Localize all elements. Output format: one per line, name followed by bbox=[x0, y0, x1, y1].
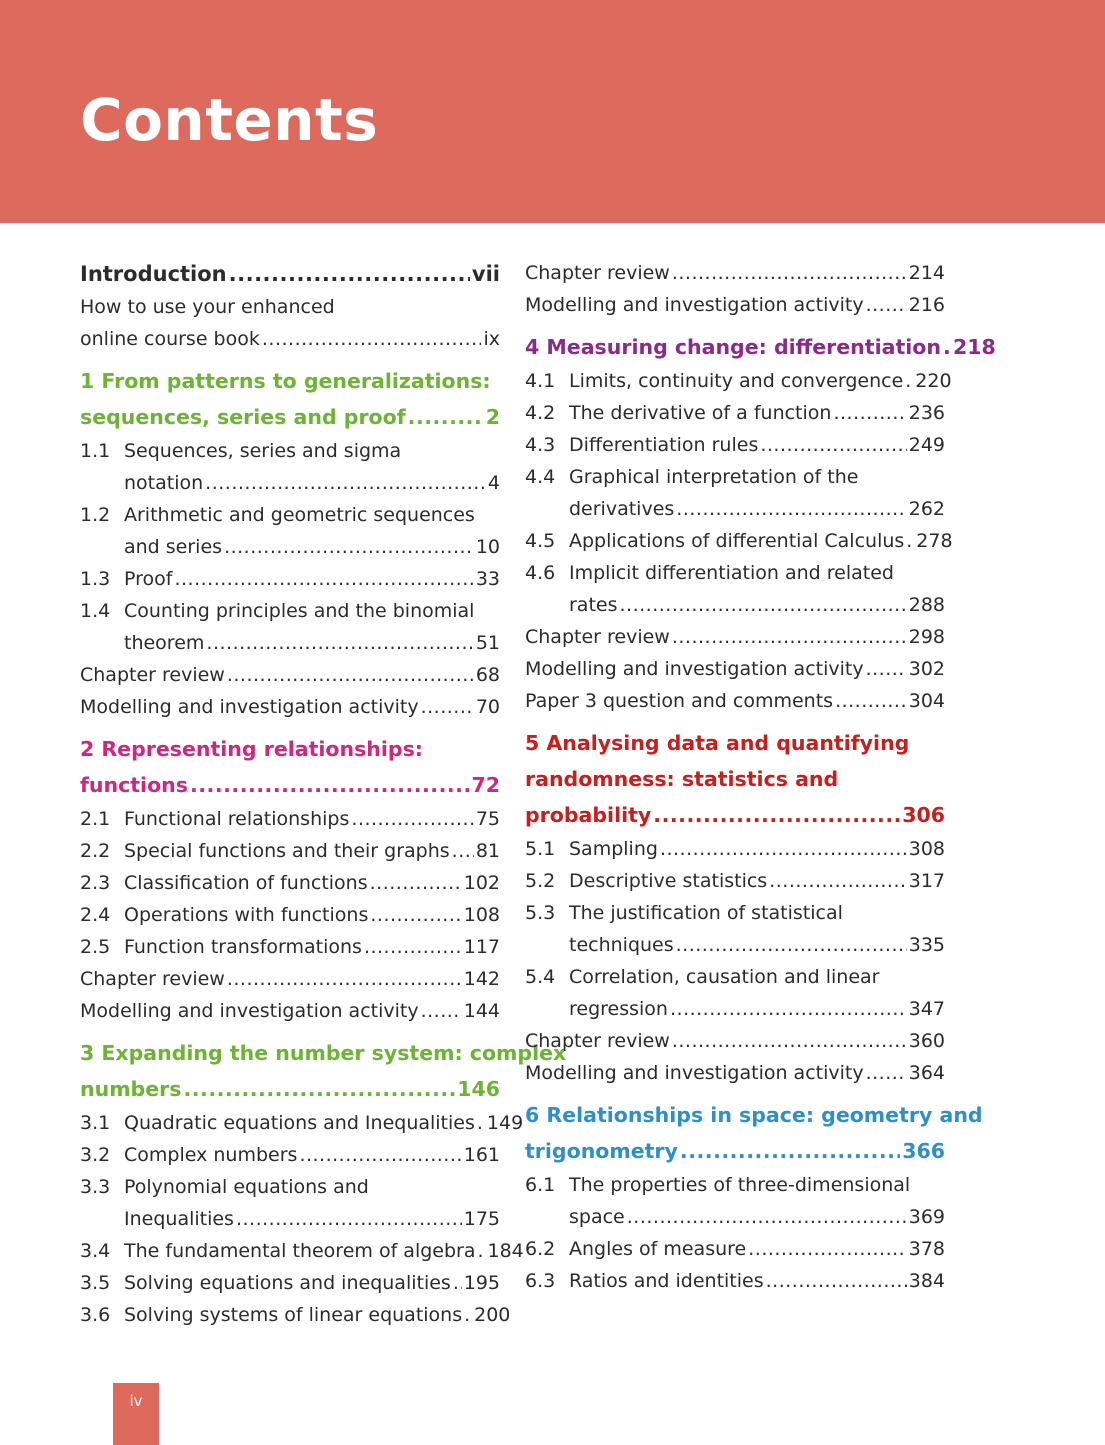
toc-section[interactable] bbox=[80, 931, 500, 963]
section-number: 4.6 bbox=[525, 562, 556, 584]
section-number: 3.6 bbox=[80, 1304, 111, 1326]
toc-section-cont[interactable] bbox=[525, 993, 945, 1025]
toc-section[interactable] bbox=[80, 499, 500, 531]
toc-label: Chapter review bbox=[80, 968, 225, 990]
section-number: 3.4 bbox=[80, 1240, 111, 1262]
chapter-page: 146 bbox=[457, 1077, 500, 1101]
section-title: Sequences, series and sigma bbox=[124, 440, 402, 462]
toc-howto-line2[interactable] bbox=[80, 323, 500, 355]
toc-label: Chapter review bbox=[80, 664, 225, 686]
chapter-5-heading-line3[interactable] bbox=[525, 797, 945, 833]
section-number: 2.4 bbox=[80, 904, 111, 926]
section-number: 6.2 bbox=[525, 1238, 556, 1260]
toc-label: Modelling and investigation activity bbox=[525, 294, 864, 316]
toc-section-cont[interactable] bbox=[80, 1203, 500, 1235]
section-title: derivatives bbox=[569, 498, 675, 520]
section-page: 317 bbox=[908, 870, 945, 892]
section-title: Functional relationships bbox=[124, 808, 350, 830]
toc-section[interactable] bbox=[80, 803, 500, 835]
toc-chapter-review[interactable] bbox=[525, 257, 945, 289]
section-title: theorem bbox=[124, 632, 205, 654]
section-page: 288 bbox=[908, 594, 945, 616]
toc-section[interactable] bbox=[525, 397, 945, 429]
chapter-1-heading-line2[interactable] bbox=[80, 399, 500, 435]
toc-section-cont[interactable] bbox=[525, 1201, 945, 1233]
section-page: 184 bbox=[487, 1240, 524, 1262]
toc-page: 364 bbox=[908, 1062, 945, 1084]
toc-section[interactable] bbox=[80, 1235, 524, 1267]
section-title: The fundamental theorem of algebra bbox=[124, 1240, 476, 1262]
section-title: and series bbox=[124, 536, 223, 558]
section-title: Proof bbox=[124, 568, 173, 590]
chapter-3-heading[interactable] bbox=[80, 1035, 567, 1071]
toc-section-cont[interactable] bbox=[525, 929, 945, 961]
toc-section[interactable] bbox=[80, 435, 500, 467]
section-page: 384 bbox=[908, 1270, 945, 1292]
toc-label: Modelling and investigation activity bbox=[80, 696, 419, 718]
toc-label: Modelling and investigation activity bbox=[80, 1000, 419, 1022]
toc-section[interactable] bbox=[525, 865, 945, 897]
toc-chapter-review[interactable] bbox=[80, 963, 500, 995]
chapter-title: randomness: statistics and bbox=[525, 767, 839, 791]
toc-paper3[interactable] bbox=[525, 685, 945, 717]
section-number: 3.1 bbox=[80, 1112, 111, 1134]
chapter-page: 218 bbox=[952, 335, 996, 359]
section-number: 6.3 bbox=[525, 1270, 556, 1292]
section-page: 308 bbox=[908, 838, 945, 860]
section-title: The derivative of a function bbox=[569, 402, 832, 424]
section-number: 2.2 bbox=[80, 840, 111, 862]
toc-activity[interactable] bbox=[525, 289, 945, 321]
toc-section-cont[interactable] bbox=[525, 493, 945, 525]
section-number: 4.5 bbox=[525, 530, 556, 552]
chapter-title: numbers bbox=[80, 1077, 182, 1101]
section-title: Counting principles and the binomial bbox=[124, 600, 475, 622]
section-number: 4.1 bbox=[525, 370, 556, 392]
toc-page: ix bbox=[483, 328, 500, 350]
section-page: 278 bbox=[916, 530, 953, 552]
toc-section[interactable] bbox=[80, 1171, 500, 1203]
toc-section-cont[interactable] bbox=[80, 531, 500, 563]
chapter-5-heading[interactable] bbox=[525, 725, 945, 761]
toc-page: 304 bbox=[908, 690, 945, 712]
section-page: 51 bbox=[475, 632, 500, 654]
toc-chapter-review[interactable] bbox=[80, 659, 500, 691]
toc-section[interactable] bbox=[525, 461, 945, 493]
chapter-page: 306 bbox=[902, 803, 945, 827]
section-title: Operations with functions bbox=[124, 904, 369, 926]
toc-page: 360 bbox=[908, 1030, 945, 1052]
section-number: 1.3 bbox=[80, 568, 111, 590]
chapter-page: 72 bbox=[471, 773, 500, 797]
toc-page: 144 bbox=[463, 1000, 500, 1022]
toc-section[interactable] bbox=[80, 867, 500, 899]
toc-page: 214 bbox=[908, 262, 945, 284]
section-page: 200 bbox=[474, 1304, 511, 1326]
section-page: 81 bbox=[475, 840, 500, 862]
page-title: Contents bbox=[80, 86, 379, 154]
section-number: 4.3 bbox=[525, 434, 556, 456]
section-number: 4.4 bbox=[525, 466, 556, 488]
section-title: Ratios and identities bbox=[569, 1270, 764, 1292]
toc-section[interactable] bbox=[525, 429, 945, 461]
toc-activity[interactable] bbox=[525, 1057, 945, 1089]
toc-section[interactable] bbox=[525, 365, 952, 397]
toc-section[interactable] bbox=[80, 835, 500, 867]
chapter-title: functions bbox=[80, 773, 188, 797]
section-title: regression bbox=[569, 998, 668, 1020]
toc-page: 302 bbox=[908, 658, 945, 680]
section-number: 3.3 bbox=[80, 1176, 111, 1198]
toc-section[interactable] bbox=[525, 961, 945, 993]
toc-label: Paper 3 question and comments bbox=[525, 690, 834, 712]
toc-section[interactable] bbox=[80, 1299, 511, 1331]
section-number: 3.5 bbox=[80, 1272, 111, 1294]
toc-howto-line1[interactable] bbox=[80, 291, 500, 323]
section-page: 262 bbox=[908, 498, 945, 520]
toc-section-cont[interactable] bbox=[525, 589, 945, 621]
section-title: notation bbox=[124, 472, 204, 494]
section-page: 108 bbox=[463, 904, 500, 926]
chapter-title: 3 Expanding the number system: complex bbox=[80, 1041, 567, 1065]
section-title: Complex numbers bbox=[124, 1144, 298, 1166]
toc-label: online course book bbox=[80, 328, 260, 350]
section-title: Limits, continuity and convergence bbox=[569, 370, 904, 392]
toc-label: Chapter review bbox=[525, 1030, 670, 1052]
section-page: 4 bbox=[487, 472, 500, 494]
toc-section[interactable] bbox=[525, 897, 945, 929]
toc-section[interactable] bbox=[80, 595, 500, 627]
toc-page: 70 bbox=[475, 696, 500, 718]
section-page: 378 bbox=[908, 1238, 945, 1260]
section-number: 5.1 bbox=[525, 838, 556, 860]
toc-section[interactable] bbox=[80, 563, 500, 595]
section-title: techniques bbox=[569, 934, 674, 956]
section-page: 33 bbox=[475, 568, 500, 590]
section-page: 347 bbox=[908, 998, 945, 1020]
section-number: 6.1 bbox=[525, 1174, 556, 1196]
section-title: Applications of differential Calculus bbox=[569, 530, 905, 552]
toc-label: Chapter review bbox=[525, 626, 670, 648]
page-number: iv bbox=[113, 1383, 159, 1445]
section-number: 1.1 bbox=[80, 440, 111, 462]
chapter-4-heading[interactable] bbox=[525, 329, 996, 365]
section-title: Solving equations and inequalities bbox=[124, 1272, 451, 1294]
section-title: Quadratic equations and Inequalities bbox=[124, 1112, 475, 1134]
contents-right-column bbox=[525, 257, 996, 1297]
section-title: Special functions and their graphs bbox=[124, 840, 450, 862]
section-number: 4.2 bbox=[525, 402, 556, 424]
section-number: 2.5 bbox=[80, 936, 111, 958]
section-number: 2.3 bbox=[80, 872, 111, 894]
section-page: 195 bbox=[463, 1272, 500, 1294]
toc-section[interactable] bbox=[525, 1169, 945, 1201]
section-page: 175 bbox=[463, 1208, 500, 1230]
toc-chapter-review[interactable] bbox=[525, 1025, 945, 1057]
section-number: 1.4 bbox=[80, 600, 111, 622]
section-title: The properties of three-dimensional bbox=[569, 1174, 911, 1196]
section-number: 5.2 bbox=[525, 870, 556, 892]
chapter-title: trigonometry bbox=[525, 1139, 678, 1163]
chapter-1-heading[interactable] bbox=[80, 363, 500, 399]
toc-section[interactable] bbox=[525, 1265, 945, 1297]
toc-section[interactable] bbox=[80, 1267, 500, 1299]
section-page: 149 bbox=[486, 1112, 524, 1134]
section-number: 2.1 bbox=[80, 808, 111, 830]
section-title: Correlation, causation and linear bbox=[569, 966, 880, 988]
toc-section[interactable] bbox=[80, 1107, 524, 1139]
section-page: 249 bbox=[908, 434, 945, 456]
section-title: Sampling bbox=[569, 838, 658, 860]
chapter-title: 5 Analysing data and quantifying bbox=[525, 731, 910, 755]
section-title: Function transformations bbox=[124, 936, 362, 958]
section-title: Descriptive statistics bbox=[569, 870, 768, 892]
section-page: 161 bbox=[463, 1144, 500, 1166]
toc-chapter-review[interactable] bbox=[525, 621, 945, 653]
toc-section[interactable] bbox=[525, 525, 953, 557]
section-page: 102 bbox=[463, 872, 500, 894]
toc-section-cont[interactable] bbox=[80, 627, 500, 659]
section-title: The justification of statistical bbox=[569, 902, 843, 924]
toc-label: Modelling and investigation activity bbox=[525, 658, 864, 680]
section-page: 369 bbox=[908, 1206, 945, 1228]
toc-page: 142 bbox=[463, 968, 500, 990]
chapter-page: 2 bbox=[485, 405, 500, 429]
section-title: rates bbox=[569, 594, 618, 616]
chapter-title: 1 From patterns to generalizations: bbox=[80, 369, 491, 393]
toc-section[interactable] bbox=[525, 1233, 945, 1265]
section-number: 5.4 bbox=[525, 966, 556, 988]
section-page: 75 bbox=[475, 808, 500, 830]
section-title: Differentiation rules bbox=[569, 434, 759, 456]
chapter-page: 366 bbox=[902, 1139, 945, 1163]
chapter-title: 2 Representing relationships: bbox=[80, 737, 423, 761]
chapter-3-heading-line2[interactable] bbox=[80, 1071, 500, 1107]
toc-section[interactable] bbox=[80, 899, 500, 931]
toc-section[interactable] bbox=[80, 1139, 500, 1171]
chapter-2-heading[interactable] bbox=[80, 731, 500, 767]
section-number: 1.2 bbox=[80, 504, 111, 526]
section-title: Polynomial equations and bbox=[124, 1176, 369, 1198]
toc-page: 216 bbox=[908, 294, 945, 316]
section-number: 5.3 bbox=[525, 902, 556, 924]
chapter-6-heading[interactable] bbox=[525, 1097, 983, 1133]
section-number: 3.2 bbox=[80, 1144, 111, 1166]
toc-activity[interactable] bbox=[80, 995, 500, 1027]
section-page: 220 bbox=[915, 370, 952, 392]
section-page: 335 bbox=[908, 934, 945, 956]
chapter-2-heading-line2[interactable] bbox=[80, 767, 500, 803]
toc-section[interactable] bbox=[525, 833, 945, 865]
section-title: Solving systems of linear equations bbox=[124, 1304, 463, 1326]
toc-introduction[interactable] bbox=[80, 257, 500, 291]
title-banner bbox=[0, 0, 1105, 223]
section-page: 236 bbox=[908, 402, 945, 424]
toc-label: Modelling and investigation activity bbox=[525, 1062, 864, 1084]
section-title: Angles of measure bbox=[569, 1238, 747, 1260]
section-title: Classification of functions bbox=[124, 872, 368, 894]
section-title: Graphical interpretation of the bbox=[569, 466, 859, 488]
section-title: Arithmetic and geometric sequences bbox=[124, 504, 475, 526]
toc-page: 298 bbox=[908, 626, 945, 648]
chapter-title: 4 Measuring change: differentiation bbox=[525, 335, 941, 359]
toc-section[interactable] bbox=[525, 557, 945, 589]
toc-activity[interactable] bbox=[525, 653, 945, 685]
section-page: 10 bbox=[475, 536, 500, 558]
toc-label: Chapter review bbox=[525, 262, 670, 284]
toc-section-cont[interactable] bbox=[80, 467, 500, 499]
section-page: 117 bbox=[463, 936, 500, 958]
toc-page: vii bbox=[471, 262, 500, 286]
section-title: Implicit differentiation and related bbox=[569, 562, 894, 584]
toc-page: 68 bbox=[475, 664, 500, 686]
toc-label: How to use your enhanced bbox=[80, 296, 335, 318]
chapter-title: probability bbox=[525, 803, 652, 827]
chapter-5-heading-line2[interactable] bbox=[525, 761, 945, 797]
section-title: space bbox=[569, 1206, 625, 1228]
chapter-title: sequences, series and proof bbox=[80, 405, 406, 429]
chapter-title: 6 Relationships in space: geometry and bbox=[525, 1103, 983, 1127]
section-title: Inequalities bbox=[124, 1208, 234, 1230]
toc-activity[interactable] bbox=[80, 691, 500, 723]
chapter-6-heading-line2[interactable] bbox=[525, 1133, 945, 1169]
toc-label: Introduction bbox=[80, 262, 227, 286]
